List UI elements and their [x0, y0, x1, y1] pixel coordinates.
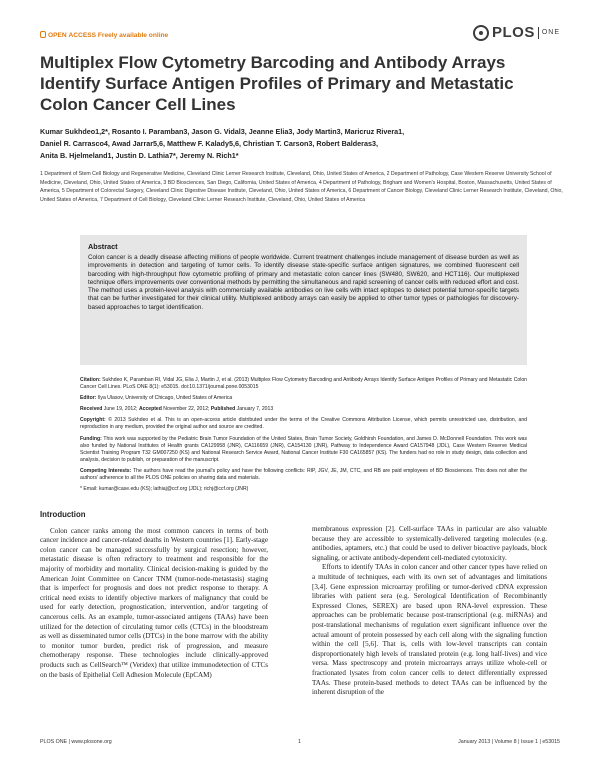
copyright: Copyright: © 2013 Sukhdeo et al. This is an open-access article distributed under the terms of the Creative Commons Attribution License, which permits unrestricted use, distribution, and reproduction in any medium, provided the original author and source are credited. — [80, 417, 527, 431]
author-line: Daniel R. Carrasco4, Awad Jarrar5,6, Matthew F. Kalady5,6, Christian T. Carson3, Robert Balderas3, — [40, 138, 378, 148]
paragraph: membranous expression [2]. Cell-surface TAAs in particular are also valuable because they are accessible to systemically-delivered targeting molecules (e.g. antibodies, aptamers, etc.) that could be used to deliver bioactive payloads, block signaling, or activate antibody-dependent cell-mediated cytotoxicity. — [312, 525, 547, 562]
plos-logo-icon — [473, 25, 489, 41]
competing-interests: Competing Interests: The authors have read the journal's policy and have the following conflicts: RIP, JGV, JE, JM, CTC, and RB are paid employees of BD Biosciences. This does not alter the authors' adherence to all the PLOS ONE policies on sharing data and materials. — [80, 467, 527, 482]
affiliations: 1 Department of Stem Cell Biology and Regenerative Medicine, Cleveland Clinic Lerner Research Institute, Cleveland, Ohio, United States of America, 2 Department of Pathology, Case Western Reserve University School of Medicine, Cleveland, Ohio, United States of America, 3 BD Biosciences, San Diego, California, United States of America, 4 Department of Pathology, Brigham and Women's Hospital, Boston, Massachusetts, United States of America, 5 Department of Colorectal Surgery, Cleveland Clinic Digestive Disease Institute, Cleveland, Ohio, United States of America, 6 Department of Cancer Biology, Cleveland Clinic Lerner Research Institute, Cleveland, Ohio, United States of America, 7 Department of Cell Biology, Cleveland Clinic Lerner Research Institute, Cleveland, Ohio, United States of America — [40, 171, 563, 203]
journal-header — [40, 24, 560, 46]
right-column — [312, 525, 547, 698]
open-lock-icon — [40, 31, 46, 38]
dates: Received June 19, 2012; Accepted November 22, 2012; Published January 7, 2013 — [80, 406, 274, 413]
abstract-text: Colon cancer is a deadly disease affecting millions of people worldwide. Current treatment challenges include management of disease burden as well as improvements in detection and targeting of tumor cells. To identify disease state-specific surface antigen signatures, we combined fluorescent cell barcoding with high-throughput flow cytometric profiling of primary and metastatic colon cancer lines (SW480, SW620, and HCT116). Our multiplexed technique offers improvements over conventional methods by permitting the simultaneous and rapid screening of cancer cells with reduced effort and cost. The method uses a protein-level analysis with commercially available antibodies on live cells with intact epitopes to detect potential tumor-specific targets that can be further investigated for their clinical utility. Multiplexed antibody arrays can easily be applied to other tumor types or pathologies for discovery-based approaches to target identification. — [88, 254, 519, 311]
left-column — [40, 510, 268, 680]
issue-info: January 2013 | Volume 8 | Issue 1 | e53015 — [458, 739, 560, 745]
author-line: Kumar Sukhdeo1,2*, Rosanto I. Paramban3, Jason G. Vidal3, Jeanne Elia3, Jody Martin3, Maricruz Rivera1, — [40, 127, 405, 136]
abstract-box — [80, 235, 527, 365]
introduction-heading: Introduction — [40, 510, 86, 519]
journal-url[interactable]: PLOS ONE | www.plosone.org — [40, 739, 112, 745]
paragraph: Efforts to identify TAAs in colon cancer and other cancer types have relied on a multitude of techniques, each with its own set of advantages and limitations [3,4]. Gene expression microarray profiling or tumor-derived cDNA expression libraries with patient sera (e.g. Serological Identification of Recombinantly Expressed Clones, SEREX) are based upon RNA-level expression. These approaches can be problematic because post-transcriptional (e.g. miRNAs) and post-translational mechanisms of regulation exert significant influence over the actual amount of protein possessed by each cell along with the signaling function within the cell [5,6]. That is, cells with low-level transcripts can contain disproportionately high levels of translated protein (e.g. long half-lives) and vice versa. Mass spectroscopy and protein microarrays arrays utilize whole-cell or fractionated lysates from colon cancer cells to detect differentially expressed TAAs. These protein-based methods to detect TAAs can be influenced by the inherent disruption of the — [312, 563, 547, 697]
article-title: Multiplex Flow Cytometry Barcoding and Antibody Arrays Identify Surface Antigen Profiles of Primary and Metastatic Colon Cancer Cell Lines — [40, 53, 514, 114]
editor: Editor: Ilya Ulasov, University of Chicago, United States of America — [80, 395, 233, 402]
plos-one-logo[interactable]: PLOS ONE — [473, 24, 560, 41]
article-metadata — [80, 377, 527, 497]
page-number: 1 — [298, 739, 301, 745]
paragraph: Colon cancer ranks among the most common cancers in terms of both cancer incidence and cancer-related deaths in Western countries [1]. Early-stage colon cancer can be managed successfully by surgical resection; however, metastatic disease is often refractory to treatment and responsible for the majority of morbidity and mortality. Clinical decision-making is guided by the American Joint Committee on Cancer TNM (tumor-node-metastasis) staging that is imperfect for prognosis and does not predict response to therapy. A critical need exists to identify objective markers of malignancy that could be used for early detection, prognostication, intervention, and/or targeting of cancerous cells. As an example, tumor-associated antigens (TAAs) have been utilized for the detection of circulating tumor cells (CTCs) in the bloodstream as well as disseminated tumor cells (DTCs) in the bone marrow with the ability to monitor tumor burden, predict risk of progression, and measure chemotherapy response. These technologies include clinically-approved products such as CellSearch™ (Veridex) that utilize immunodetection of CTCs on the basis of Epithelial Cell Adhesion Molecule (EpCAM) — [40, 526, 268, 679]
abstract-heading: Abstract — [88, 242, 118, 251]
citation: Citation: Sukhdeo K, Paramban RI, Vidal JG, Elia J, Martin J, et al. (2013) Multiplex Flow Cytometry Barcoding and Antibody Arrays Identify Surface Antigen Profiles of Primary and Metastatic Colon Cancer Cell Lines. PLoS ONE 8(1): e53015. doi:10.1371/journal.pone.0053015 — [80, 377, 527, 391]
funding: Funding: This work was supported by the Pediatric Brain Tumor Foundation of the United States, Brain Tumor Society, Goldhirsh Foundation, and James D. McDonnell Foundation. This work was also funded by National Institutes of Health grants CA129958 (JNR), CA116659 (JNR), CA154130 (JNR), Pathway to Independence Award CA157948 (JDL), Case Western Reserve Medical Scientist Training Program T32 GM007250 (KS) and National Research Service Award, National Cancer Institute F30 CA165857 (KS). The funders had no role in study design, data collection and analysis, decision to publish, or preparation of the manuscript. — [80, 435, 527, 463]
freely-available-label: Freely available online — [97, 32, 169, 39]
author-line: Anita B. Hjelmeland1, Justin D. Lathia7*, Jeremy N. Rich1* — [40, 150, 239, 160]
author-list — [40, 126, 565, 161]
open-access-badge: OPEN ACCESS Freely available online — [40, 31, 168, 39]
page-footer — [40, 739, 560, 749]
correspondence-email[interactable]: * Email: kumar@case.edu (KS); lathiaj@ccf.org (JDL); richj@ccf.org (JNR) — [80, 486, 249, 493]
